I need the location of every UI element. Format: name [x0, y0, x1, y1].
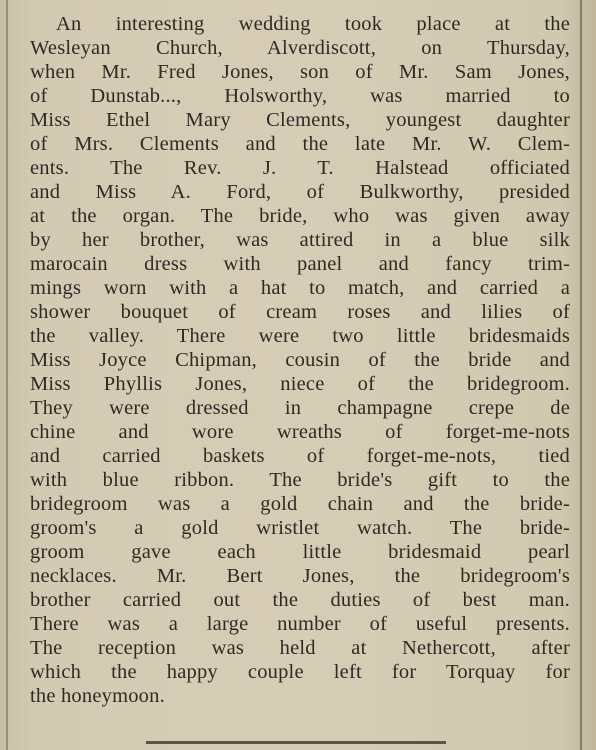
article-line: groom gave each little bridesmaid pearl — [30, 541, 570, 563]
article-line: Wesleyan Church, Alverdiscott, on Thursday, — [30, 37, 570, 59]
article-line: bridegroom was a gold chain and the bride- — [30, 493, 570, 515]
article-line: brother carried out the duties of best man. — [30, 589, 570, 611]
article-line: and Miss A. Ford, of Bulkworthy, presided — [30, 181, 570, 203]
article-line: groom's a gold wristlet watch. The bride- — [30, 517, 570, 539]
article-line: Miss Ethel Mary Clements, youngest daughter — [30, 109, 570, 131]
article-line: There was a large number of useful presents. — [30, 613, 570, 635]
article-line: by her brother, was attired in a blue silk — [30, 229, 570, 251]
article-line: chine and wore wreaths of forget-me-nots — [30, 421, 570, 443]
article-line: at the organ. The bride, who was given away — [30, 205, 570, 227]
article-line: An interesting wedding took place at the — [56, 13, 570, 35]
wedding-article — [30, 8, 570, 733]
bottom-rule — [146, 741, 446, 744]
column-rule-left — [6, 0, 8, 750]
article-line: The reception was held at Nethercott, after — [30, 637, 570, 659]
article-line: necklaces. Mr. Bert Jones, the bridegroom's — [30, 565, 570, 587]
column-rule-right — [580, 0, 582, 750]
article-line: the honeymoon. — [30, 685, 165, 707]
article-line: which the happy couple left for Torquay for — [30, 661, 570, 683]
article-line: with blue ribbon. The bride's gift to the — [30, 469, 570, 491]
article-line: They were dressed in champagne crepe de — [30, 397, 570, 419]
article-line: and carried baskets of forget-me-nots, tied — [30, 445, 570, 467]
article-line: Miss Joyce Chipman, cousin of the bride and — [30, 349, 570, 371]
article-line: the valley. There were two little bridesmaids — [30, 325, 570, 347]
article-line: shower bouquet of cream roses and lilies of — [30, 301, 570, 323]
article-line: of Dunstab..., Holsworthy, was married to — [30, 85, 570, 107]
article-line: when Mr. Fred Jones, son of Mr. Sam Jones, — [30, 61, 570, 83]
article-line: of Mrs. Clements and the late Mr. W. Clem- — [30, 133, 570, 155]
article-line: Miss Phyllis Jones, niece of the bridegroom. — [30, 373, 570, 395]
article-line: marocain dress with panel and fancy trim- — [30, 253, 570, 275]
article-line: mings worn with a hat to match, and carried a — [30, 277, 570, 299]
article-line: ents. The Rev. J. T. Halstead officiated — [30, 157, 570, 179]
